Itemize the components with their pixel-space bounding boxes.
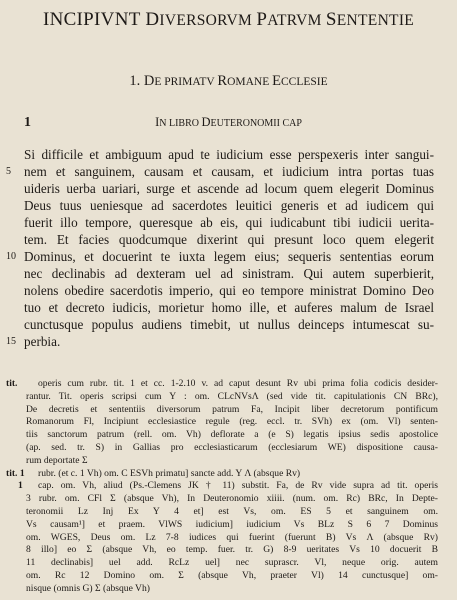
apparatus-row: teronomii Lz Inj Ex Y 4 et] est Vs, om. ES 5 et sanguinem om.	[26, 506, 438, 517]
apparatus-row: 11 declinabis] uel add. RcLz uel] nec suprascr. Vl, neque orig. autem	[26, 557, 438, 569]
text-line: tem. Et facies quodcumque dixerint qui presunt loco quem elegerit	[24, 232, 434, 247]
text-line: Deus tuus ueniesque ad sacerdotes leuitici generis et ad iudicem qui	[24, 198, 434, 213]
apparatus-row: om. WGES, Deus om. Lz 7-8 iudices qui fuerint (fuerunt B) Vs Λ (absque Rv)	[26, 531, 438, 543]
text-line: Dominus, et docuerint te iuxta legem eius; sequeris sententias eorum	[24, 249, 434, 264]
text-line: nolens obedire sacerdotis imperio, qui eo tempore ministrat Domino Deo	[24, 283, 434, 298]
apparatus-row: nisque (omnis G) Σ (absque Vh)	[26, 582, 150, 594]
text-line: uideris uerba uariari, surge et ascende ad locum quem elegerit Dominus	[24, 181, 434, 196]
section-heading: 1. DE PRIMATV ROMANE ECCLESIE	[129, 73, 328, 89]
apparatus-row: Romanorum Fl, Incipiunt ecclesiastice regule (reg. eccl. tr. SVh) ex (om. Vl) senten-	[26, 416, 438, 428]
apparatus-row: De decretis et sententiis diversorum patrum Fa, Incipit liber decretorum pontificum	[26, 403, 438, 415]
text-line: perbia.	[24, 334, 61, 349]
page-title: INCIPIVNT DIVERSORVM PATRVM SENTENTIE	[42, 9, 415, 30]
apparatus-row: (ap. sed. tr. S) in Gallias pro ecclesiasticarum (ecclesiarum WE) dispositione causa-	[26, 442, 438, 453]
apparatus-row: Vs causam¹] et praem. VlWS iudicium] iudicium Vs BLz S 6 7 Dominus	[26, 518, 438, 530]
apparatus-row: rantur. Tit. operis scripsi cum Y : om. CLcNVsΛ (sed vide tit. capitulationis CN BRc),	[26, 390, 438, 402]
apparatus-label: 1	[18, 480, 23, 492]
line-number: 10	[6, 251, 16, 262]
apparatus-row: rum deportate Σ	[26, 454, 88, 466]
apparatus-row: rubr. (et c. 1 Vh) om. C ESVh primatu] sancte add. Y Λ (absque Rv)	[38, 467, 301, 479]
line-number: 5	[6, 166, 11, 177]
apparatus-row: om. Rc 12 Domino om. Σ (absque Vh, praeter Vl) 14 cunctusque] om-	[26, 570, 438, 581]
apparatus-row: cap. om. Vh, aliud (Ps.-Clemens JK † 11) substit. Fa, de Rv vide supra ad tit. operis	[38, 480, 438, 492]
source-reference: IN LIBRO DEUTERONOMII CAP	[155, 115, 302, 129]
apparatus-row: tiis sanctorum patrum (rell. om. Vh) deflorate a (e S) legatis ipsius sedis apostolice	[26, 429, 438, 441]
chapter-number: 1	[24, 115, 31, 130]
line-number: 15	[6, 336, 16, 347]
text-line: fuerit illo tempore, queresque ab eis, qui iudicabunt tibi iudicii ueritа-	[24, 215, 434, 230]
apparatus-label: tit. 1	[6, 467, 25, 479]
apparatus-row: operis cum rubr. tit. 1 et cc. 1-2.10 v. ad caput desunt Rv ubi prima folia codicis desider-	[38, 378, 438, 389]
text-line: cunctusque populus audiens timebit, ut nullus deinceps intumescat su-	[24, 317, 434, 332]
text-line: Si difficile et ambiguum apud te iudicium esse perspexeris inter sangui-	[24, 147, 434, 162]
apparatus-label: tit.	[6, 378, 18, 389]
apparatus-row: 8 illo] eo Σ (absque Vh, eo temp. fuer. tr. G) 8-9 ueritates Vs 10 docuerit B	[26, 544, 438, 556]
text-line: nec declinabis ad dexteram uel ad sinistram. Qui autem superbierit,	[24, 266, 434, 281]
text-line: tuo et decreto iudicis, morietur homo ille, et auferes malum de Israel	[24, 300, 434, 315]
text-line: nem et sanguinem, causam et causam, et iudicium intra portas tuas	[24, 164, 434, 179]
apparatus-row: 3 rubr. om. CFl Σ (absque Vh), In Deuteronomio xiiii. (num. om. Rc) BRc, In Depte-	[26, 493, 438, 505]
